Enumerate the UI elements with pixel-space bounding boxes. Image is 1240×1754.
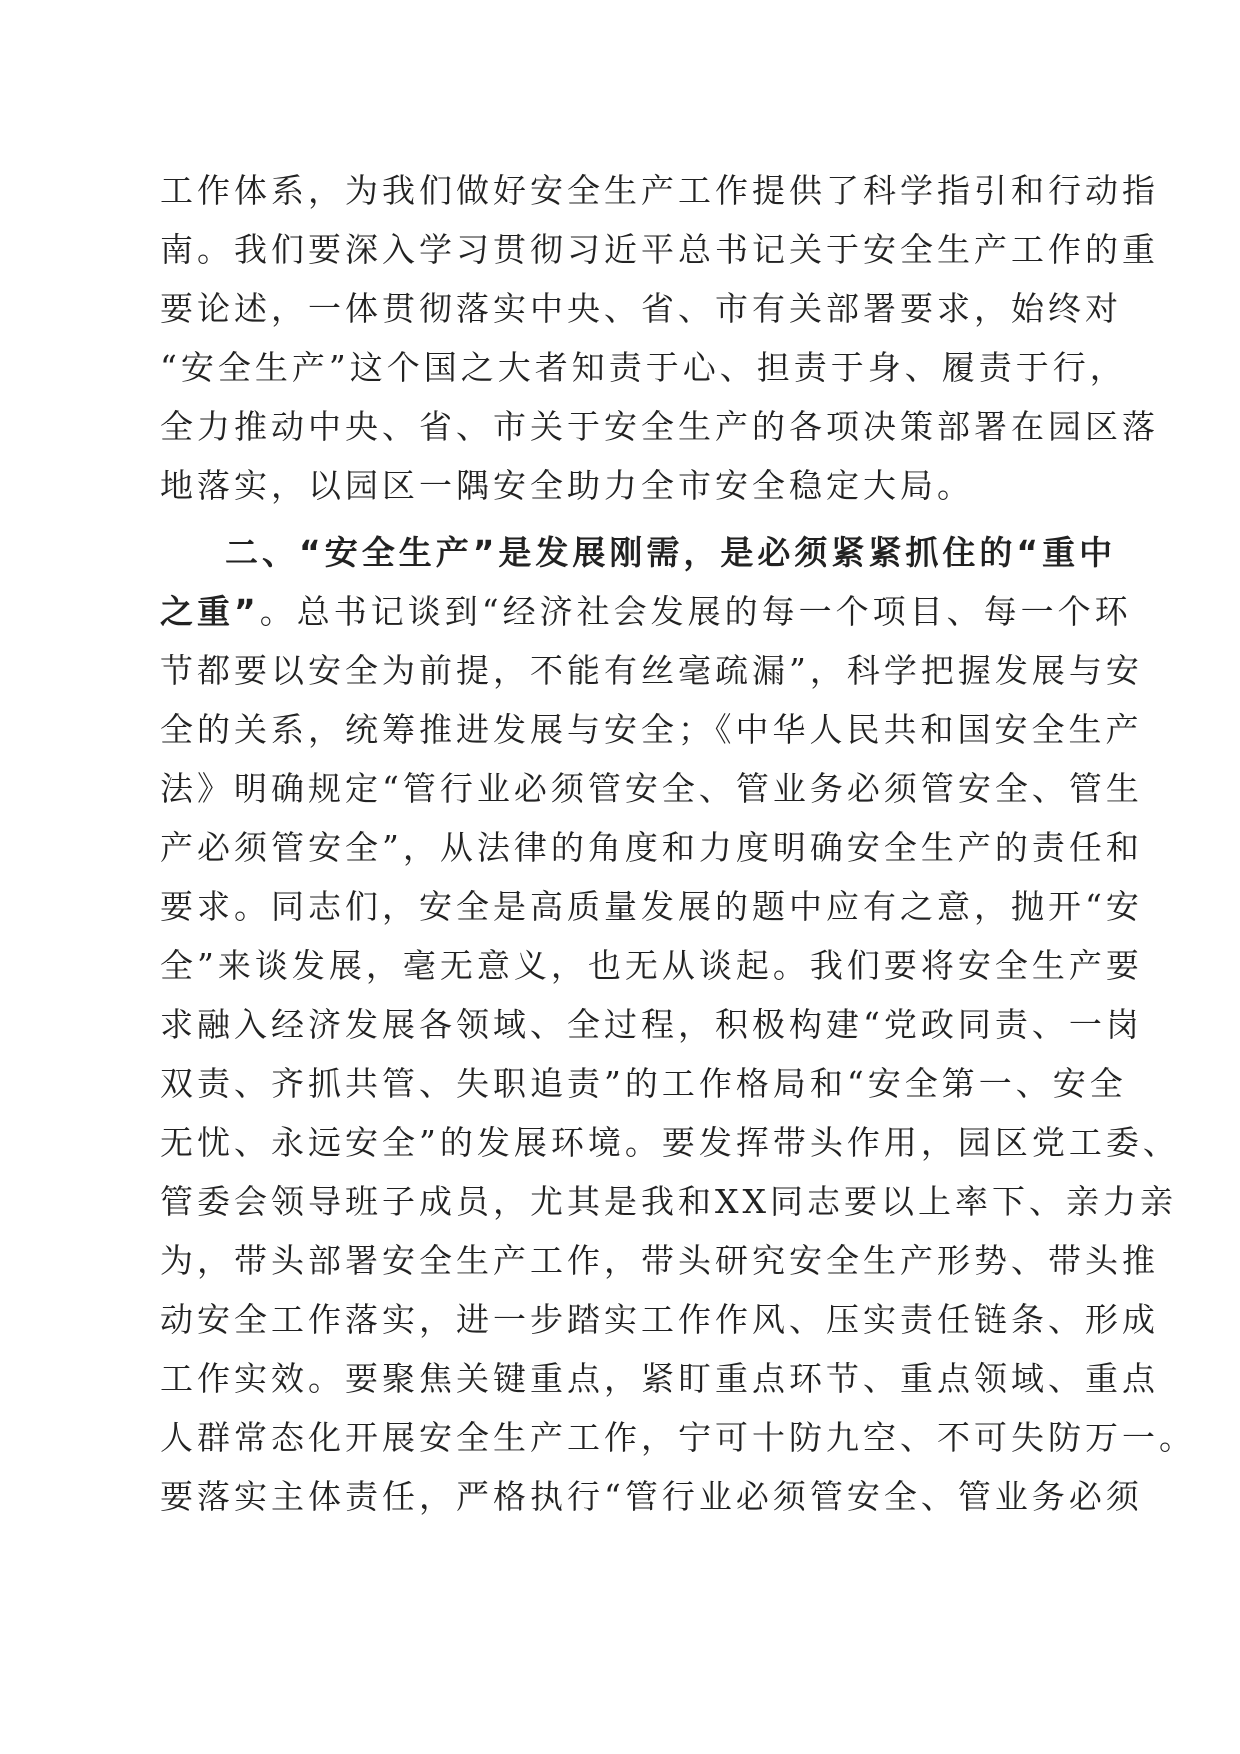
body-line: 为，带头部署安全生产工作，带头研究安全生产形势、带头推 bbox=[160, 1241, 1159, 1280]
body-line: 管委会领导班子成员，尤其是我和XX同志要以上率下、亲力亲 bbox=[160, 1182, 1177, 1221]
body-line: 工作实效。要聚焦关键重点，紧盯重点环节、重点领域、重点 bbox=[160, 1359, 1159, 1398]
body-line: 全的关系，统筹推进发展与安全；《中华人民共和国安全生产 bbox=[160, 710, 1143, 749]
body-line: 双责、齐抓共管、失职追责”的工作格局和“安全第一、安全 bbox=[160, 1064, 1127, 1103]
body-line: 地落实，以园区一隅安全助力全市安全稳定大局。 bbox=[160, 466, 974, 505]
body-line: 要论述，一体贯彻落实中央、省、市有关部署要求，始终对 bbox=[160, 289, 1122, 328]
body-line: 产必须管安全”，从法律的角度和力度明确安全生产的责任和 bbox=[160, 828, 1143, 867]
body-line: 要落实主体责任，严格执行“管行业必须管安全、管业务必须 bbox=[160, 1477, 1143, 1516]
body-line: 节都要以安全为前提，不能有丝毫疏漏”，科学把握发展与安 bbox=[160, 651, 1143, 690]
body-line: 全力推动中央、省、市关于安全生产的各项决策部署在园区落 bbox=[160, 407, 1159, 446]
body-line: 法》明确规定“管行业必须管安全、管业务必须管安全、管生 bbox=[160, 769, 1143, 808]
body-text: 。总书记谈到“经济社会发展的每一个项目、每一个环 bbox=[259, 592, 1132, 631]
body-line: 无忧、永远安全”的发展环境。要发挥带头作用，园区党工委、 bbox=[160, 1123, 1180, 1162]
heading-continuation bbox=[160, 592, 1132, 632]
body-line: 南。我们要深入学习贯彻习近平总书记关于安全生产工作的重 bbox=[160, 230, 1159, 269]
section-heading-end: 之重” bbox=[160, 592, 260, 631]
body-line: 动安全工作落实，进一步踏实工作作风、压实责任链条、形成 bbox=[160, 1300, 1159, 1339]
body-line: 全”来谈发展，毫无意义，也无从谈起。我们要将安全生产要 bbox=[160, 946, 1143, 985]
body-line: 要求。同志们，安全是高质量发展的题中应有之意，抛开“安 bbox=[160, 887, 1143, 926]
body-line: “安全生产”这个国之大者知责于心、担责于身、履责于行， bbox=[160, 348, 1127, 387]
body-line: 人群常态化开展安全生产工作，宁可十防九空、不可失防万一。 bbox=[160, 1418, 1196, 1457]
body-line: 工作体系，为我们做好安全生产工作提供了科学指引和行动指 bbox=[160, 171, 1159, 210]
body-line: 求融入经济发展各领域、全过程，积极构建“党政同责、一岗 bbox=[160, 1005, 1143, 1044]
section-heading: 二、“安全生产”是发展刚需，是必须紧紧抓住的“重中 bbox=[225, 533, 1117, 572]
